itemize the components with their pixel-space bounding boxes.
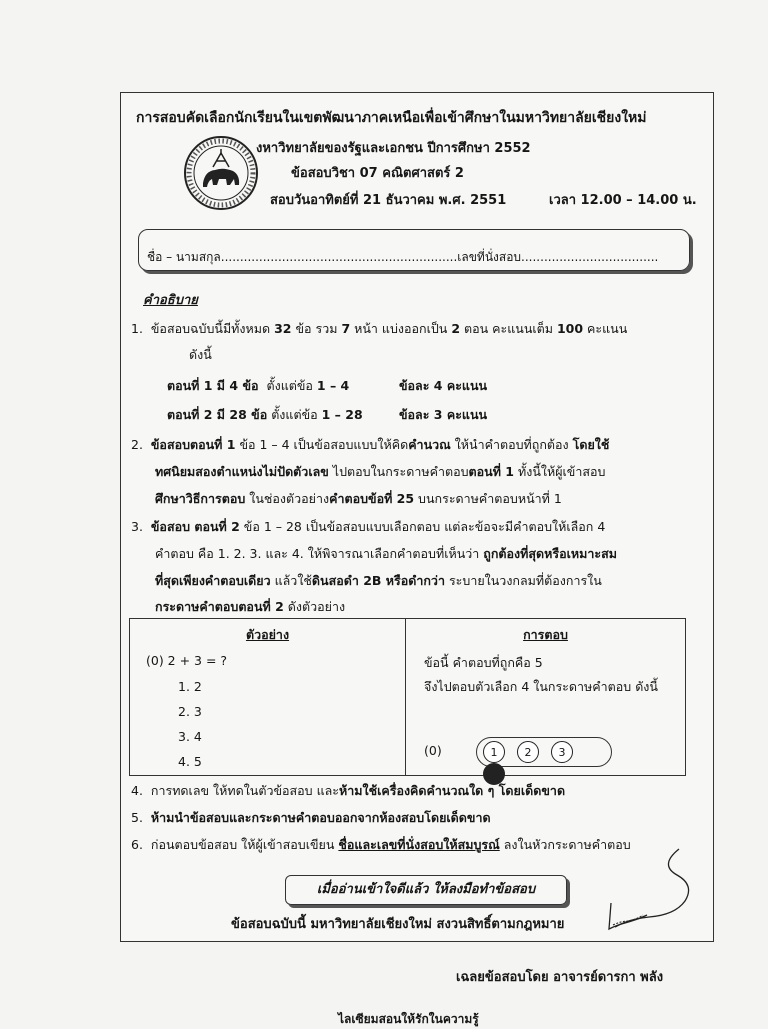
instruction-2-line3: ศึกษาวิธีการตอบ ในช่องตัวอย่างคำตอบข้อที่ 25 บนกระดาษคำตอบหน้าที่ 1 [155, 491, 562, 506]
answer-line1: ข้อนี้ คำตอบที่ถูกคือ 5 [424, 655, 543, 670]
answer-header: การตอบ [523, 627, 568, 642]
university-seal-icon [183, 135, 259, 211]
answer-bubble-1: 1 [483, 741, 505, 763]
instruction-4: 4. การทดเลข ให้ทดในตัวข้อสอบ และห้ามใช้เครื่องคิดคำนวณใด ๆ โดยเด็ดขาด [131, 783, 566, 798]
instruction-2-line2: ทศนิยมสองตำแหน่งไม่ปัดตัวเลข ไปตอบในกระดาษคำตอบตอนที่ 1 ทั้งนี้ให้ผู้เข้าสอบ [155, 464, 606, 479]
example-answer-cell [406, 619, 686, 776]
example-choice-1: 1. 2 [178, 679, 202, 694]
instruction-1-part1: ตอนที่ 1 มี 4 ข้อ ตั้งแต่ข้อ 1 – 4 [167, 378, 350, 393]
exam-title-line1: การสอบคัดเลือกนักเรียนในเขตพัฒนาภาคเหนือเพื่อเข้าศึกษาในมหาวิทยาลัยเชียงใหม่ [136, 110, 647, 126]
instruction-3: 3. ข้อสอบ ตอนที่ 2 ข้อ 1 – 28 เป็นข้อสอบแบบเลือกตอบ แต่ละข้อจะมีคำตอบให้เลือก 4 [131, 519, 606, 534]
instruction-5: 5. ห้ามนำข้อสอบและกระดาษคำตอบออกจากห้องสอบโดยเด็ดขาด [131, 810, 491, 825]
instruction-3-line4: กระดาษคำตอบตอนที่ 2 ดังตัวอย่าง [155, 599, 346, 614]
copyright-note: ข้อสอบฉบับนี้ มหาวิทยาลัยเชียงใหม่ สงวนสิทธิ์ตามกฎหมาย [231, 917, 565, 932]
footer-slogan: ไลเซียมสอนให้รักในความรู้ [338, 1012, 479, 1026]
instruction-1-part2: ตอนที่ 2 มี 28 ข้อ ตั้งแต่ข้อ 1 – 28 [167, 407, 363, 422]
instruction-1-part2-score: ข้อละ 3 คะแนน [399, 407, 488, 422]
exam-cover-frame [120, 92, 714, 942]
instruction-1: 1. ข้อสอบฉบับนี้มีทั้งหมด 32 ข้อ รวม 7 หน้า แบ่งออกเป็น 2 ตอน คะแนนเต็ม 100 คะแนน [131, 321, 628, 336]
instruction-3-line2: คำตอบ คือ 1. 2. 3. และ 4. ให้พิจารณาเลือกคำตอบที่เห็นว่า ถูกต้องที่สุดหรือเหมาะสม [155, 546, 617, 561]
answer-bubble-row [476, 737, 612, 767]
answer-bubble-3: 3 [551, 741, 573, 763]
answer-author: เฉลยข้อสอบโดย อาจารย์ดารกา พลัง [456, 970, 664, 985]
example-choice-3: 3. 4 [178, 729, 202, 744]
exam-title-line2: งหาวิทยาลัยของรัฐและเอกชน ปีการศึกษา 2552 [256, 141, 531, 156]
example-choice-2: 2. 3 [178, 704, 202, 719]
handwritten-signature-icon [599, 845, 709, 937]
example-choice-4: 4. 5 [178, 754, 202, 769]
motto-box: เมื่ออ่านเข้าใจดีแล้ว ให้ลงมือทำข้อสอบ [285, 875, 567, 905]
exam-time: เวลา 12.00 – 14.00 น. [549, 193, 697, 208]
exam-date: สอบวันอาทิตย์ที่ 21 ธันวาคม พ.ศ. 2551 [270, 193, 507, 208]
example-question-cell [130, 619, 406, 776]
example-table [129, 618, 686, 776]
instruction-2: 2. ข้อสอบตอนที่ 1 ข้อ 1 – 4 เป็นข้อสอบแบบให้คิดคำนวณ ให้นำคำตอบที่ถูกต้อง โดยใช้ [131, 437, 610, 452]
example-header: ตัวอย่าง [245, 627, 290, 642]
exam-subject: ข้อสอบวิชา 07 คณิตศาสตร์ 2 [291, 166, 464, 181]
answer-bubble-2: 2 [517, 741, 539, 763]
instruction-1-cont: ดังนี้ [189, 347, 212, 362]
answer-label: (0) [424, 743, 442, 758]
name-seat-label: ชื่อ – นามสกุล..............................................................เลขที่นั่งสอบ.................................... [147, 250, 659, 264]
instruction-3-line3: ที่สุดเพียงคำตอบเดียว แล้วใช้ดินสอดำ 2B หรือดำกว่า ระบายในวงกลมที่ต้องการใน [155, 573, 602, 588]
instruction-1-part1-score: ข้อละ 4 คะแนน [399, 378, 488, 393]
instructions-heading: คำอธิบาย [143, 293, 198, 308]
instruction-6: 6. ก่อนตอบข้อสอบ ให้ผู้เข้าสอบเขียน ชื่อและเลขที่นั่งสอบให้สมบูรณ์ ลงในหัวกระดาษคำตอบ [131, 837, 631, 852]
answer-line2: จึงไปตอบตัวเลือก 4 ในกระดาษคำตอบ ดังนี้ [424, 679, 658, 694]
example-question: (0) 2 + 3 = ? [146, 653, 228, 668]
name-seat-field[interactable] [138, 229, 690, 271]
